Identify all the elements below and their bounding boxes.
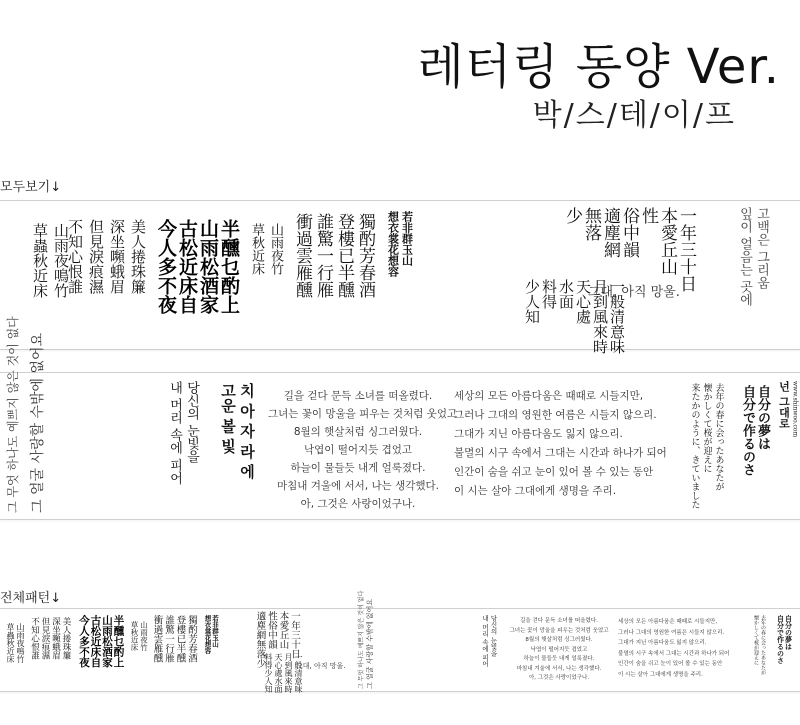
tape3-handwriting (356, 590, 476, 691)
vertical-text: 당신의 눈빛을 (489, 615, 498, 657)
poem-column: 一年三十日 (289, 611, 300, 659)
poem-column: 山雨夜竹 (139, 621, 149, 651)
tape1-handwriting-right (706, 201, 800, 349)
poem-column: 山雨松酒家 (101, 615, 113, 668)
korean-line-text: 그대, 아직 망울. (296, 662, 346, 670)
poem-column: 水面 (557, 279, 575, 309)
handwriting-column: 넌 그대로 (777, 381, 791, 429)
poem-line: 아, 그것은 사랑이었구나. (528, 675, 590, 681)
japanese-column: 自分の夢は (784, 615, 794, 650)
poem-line: 세상의 모든 아름다움은 때때로 시들지만, (454, 390, 644, 402)
tape3-poem-a (4, 609, 26, 691)
poem-line: 그녀는 꽃이 망울을 피우는 것처럼 웃었고 (509, 627, 609, 634)
tape3-poem-e (148, 609, 200, 691)
tape2-handwriting-left (0, 316, 150, 519)
japanese-column: 来たかのように、きていました (689, 383, 700, 509)
page-title: 레터링 동양 Ver. (417, 39, 780, 95)
poem-column: 半醺乜酌上 (218, 219, 240, 314)
tape2-japanese (678, 373, 734, 519)
poem-column: 適塵網 (600, 207, 620, 258)
poem-line: 하늘이 물들듯 내게 얼룩졌다. (523, 656, 595, 662)
poem-column: 月到風來時 (284, 653, 293, 693)
page-subtitle: 박/스/테/이/프 (532, 98, 736, 133)
poem-column: 誰驚一行雁 (163, 615, 174, 663)
poem-column: 草蟲秋近床 (31, 223, 49, 298)
poem-column: 登樓已半醺 (174, 615, 186, 663)
tape3-poem-f (202, 609, 220, 691)
tape3-korean-line (296, 653, 356, 691)
poem-line: 이 시는 살아 그대에게 생명을 주리. (454, 485, 617, 497)
poem-line: 인간이 숨을 쉬고 눈이 있어 볼 수 있는 동안 (618, 661, 723, 667)
poem-column: 月到風來時 (591, 279, 609, 354)
poem-column: 不知心恨誰 (29, 617, 40, 660)
poem-column: 草蟲秋近床 (6, 623, 15, 663)
small-text: www.shinwoo.com (791, 381, 799, 438)
poem-line: 마침내 겨울에 서서, 나는 생각했다. (276, 480, 440, 492)
poem-column: 美人捲珠簾 (129, 219, 147, 294)
tape2-vertical-bold (212, 373, 262, 519)
poem-column: 衝過雲雁醺 (292, 213, 312, 298)
poem-line: 낙엽이 떨어지듯 겹었고 (303, 444, 413, 456)
poem-line: 그러나 그대의 영원한 여름은 시들지 않으리. (454, 409, 657, 421)
japanese-column: 去年の春に会ったあなたが (760, 615, 766, 675)
poem-column: 天心處水面 (274, 653, 283, 693)
tape3-japanese (746, 609, 772, 691)
handwriting-line: 그 얼굴 사랑할 수밖에 없어요 (366, 598, 374, 689)
section-label-full-pattern: 전체패턴↓ (0, 591, 62, 606)
vertical-text: 당신의 눈빛을 (184, 381, 199, 464)
handwriting-column: 잎이 얼음는 곳에 (737, 207, 752, 307)
poem-column: 古松近床自 (176, 219, 198, 314)
poem-line: 불멸의 시구 속에서 그대는 시간과 하나가 되어 (618, 650, 730, 657)
poem-line: 하늘이 물들듯 내게 얼룩졌다. (290, 462, 426, 474)
poem-line: 이 시는 살아 그대에게 생명을 주리. (618, 671, 703, 678)
poem-column: 一般清意味 (608, 279, 626, 354)
poem-column: 深坐嚬蛾眉 (108, 219, 126, 294)
tape3-poem-right (618, 617, 744, 691)
tape2-end (776, 373, 800, 519)
tape3-poem-center (504, 617, 614, 691)
tape2-poem-right (454, 387, 674, 519)
poem-column: 半醺乜酌上 (112, 615, 125, 668)
poem-line: 불멸의 시구 속에서 그대는 시간과 하나가 되어 (454, 447, 667, 459)
poem-column: 登樓已半醺 (334, 213, 354, 298)
poem-column: 想衣裳花想容 (203, 615, 212, 654)
poem-column: 一般清意味 (294, 653, 303, 693)
korean-line-text: 그대, 아직 망울. (588, 285, 680, 300)
poem-line: 그러나 그대의 영원한 여름은 시들지 않으리. (618, 629, 725, 636)
japanese-column: 自分の夢は (755, 385, 770, 450)
poem-column: 但見淚痕濕 (87, 219, 105, 294)
poem-column: 古松近床自 (89, 615, 102, 668)
poem-line: 마침내 겨울에 서서, 나는 생각했다. (516, 665, 602, 672)
tape3-japanese-bold (772, 609, 798, 691)
tape1-poem-large (424, 207, 696, 292)
japanese-column: 懐かしくて桜が迎えに (753, 615, 759, 665)
poem-column: 誰驚一行雁 (313, 213, 333, 298)
handwriting-line: 그 무엇 하나도 예쁘지 않은 것이 없다 (358, 590, 365, 689)
tape-strip-1 (0, 200, 800, 354)
poem-column: 今人多不夜 (155, 219, 177, 314)
poem-column: 草秋近床 (130, 621, 139, 651)
poem-column: 美人捲珠簾 (61, 617, 71, 660)
poem-column: 衝過雲雁醺 (151, 615, 163, 663)
poem-line: 세상의 모든 아름다움은 때때로 시들지만, (618, 619, 718, 625)
vertical-text: 내 머리 속에 피어 (167, 381, 182, 485)
poem-line: 그녀는 꽃이 망울을 피우는 것처럼 웃었고 (268, 408, 458, 420)
poem-line: 그대가 지닌 아름다움도 잃지 않으리. (618, 640, 707, 646)
poem-column: 深坐嚬蛾眉 (50, 617, 61, 660)
handwriting-line: 그 얼굴 사랑할 수밖에 없어요 (30, 332, 46, 513)
poem-column: 俗中韻 (619, 207, 639, 258)
japanese-column: 懐かしくて桜が迎えに (701, 383, 712, 473)
handwriting-column: 고백은 그리움 (754, 207, 769, 290)
poem-column: 若非群玉山 (400, 211, 414, 266)
tape1-korean-line (588, 281, 708, 303)
tape3-poem-h (222, 653, 302, 691)
poem-column: 草秋近床 (249, 223, 264, 275)
tape2-vertical-mid (160, 373, 206, 519)
poem-column: 天心處 (574, 279, 592, 324)
poem-column: 少 (562, 207, 582, 224)
tape3-poem-c (76, 609, 126, 691)
poem-column: 少人知 (523, 279, 541, 324)
japanese-column: 去年の春に会ったあなたが (713, 383, 724, 491)
poem-column: 料得 (540, 279, 558, 309)
tape1-poem-beauty (66, 201, 146, 349)
tape3-poem-d (128, 609, 150, 691)
vertical-text: 내 머리 속에 피어 (481, 615, 489, 667)
poem-column: 但見淚痕濕 (40, 617, 50, 660)
poem-line: 인간이 숨을 쉬고 눈이 있어 볼 수 있는 동안 (454, 466, 654, 478)
tape2-poem-center (268, 387, 458, 519)
poem-column: 性 (638, 207, 658, 224)
poem-column: 今人多不夜 (78, 615, 90, 668)
poem-column: 一年三十日 (676, 207, 696, 292)
poem-column: 不知心恨誰 (66, 219, 84, 294)
poem-column: 性俗中韻 (266, 611, 277, 649)
poem-column: 適塵網無落少 (254, 611, 266, 668)
vertical-text: 치 아 자 라 에 (238, 383, 256, 479)
tape3-poem-b (28, 609, 72, 691)
poem-column: 想衣裳花想容 (386, 211, 400, 277)
tape1-poem-bold (152, 201, 242, 349)
poem-line: 그대가 지닌 아름다움도 잃지 않으리. (454, 428, 623, 440)
tape3-vertical-mid (478, 609, 500, 691)
section-label-all-view: 모두보기↓ (0, 180, 62, 195)
poem-column: 山雨夜竹 (268, 223, 283, 275)
japanese-column: 自分で作るのさ (740, 385, 755, 476)
vertical-text: 고운 볼 빛 (219, 383, 237, 454)
poem-column: 獨酌芳春酒 (355, 213, 375, 298)
poem-line: 길을 걷다 문득 소녀를 떠올렸다. (520, 618, 598, 624)
poem-column: 山雨夜鳴竹 (52, 223, 70, 298)
japanese-column: 自分で作るのさ (776, 615, 786, 664)
poem-column: 料得少人知 (264, 653, 273, 693)
tape2-japanese-bold (734, 373, 776, 519)
poem-column: 無落 (581, 207, 601, 241)
poem-column: 獨酌芳春酒 (186, 615, 197, 663)
poem-column: 本愛丘山 (657, 207, 677, 275)
poem-column: 山雨松酒家 (197, 219, 219, 314)
tape1-poem-small (246, 201, 286, 349)
poem-line: 8월의 햇살처럼 싱그러웠다. (525, 637, 593, 643)
poem-column: 若非群玉山 (211, 615, 219, 648)
poem-line: 8월의 햇살처럼 싱그러웠다. (293, 426, 423, 438)
poem-line: 길을 걷다 문득 소녀를 떠올렸다. (283, 390, 433, 402)
poem-column: 本愛丘山 (277, 611, 289, 649)
poem-line: 낙엽이 떨어지듯 겹었고 (530, 646, 588, 653)
tape1-poem-thin (382, 201, 418, 349)
poem-line: 아, 그것은 사랑이었구나. (300, 498, 416, 510)
poem-column: 山雨夜鳴竹 (16, 623, 25, 663)
handwriting-line: 그 무엇 하나도 예쁘지 않은 것이 없다 (6, 316, 20, 513)
tape1-poem-regular (290, 201, 376, 349)
